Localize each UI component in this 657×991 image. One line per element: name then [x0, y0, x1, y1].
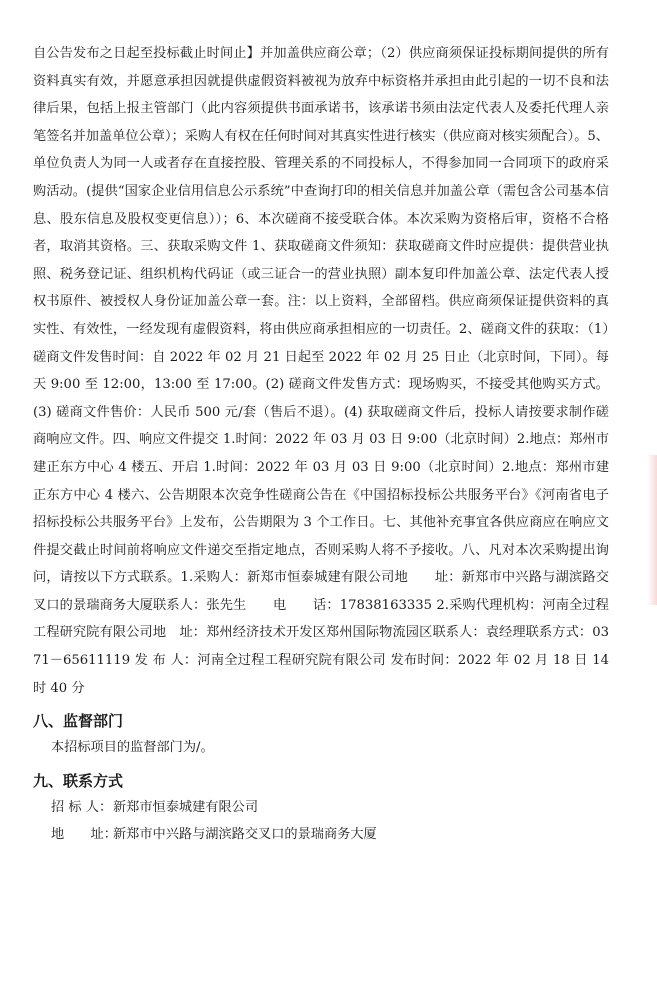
contact-label: 招 标 人： — [51, 799, 113, 815]
contact-value: 新郑市中兴路与湖滨路交叉口的景瑞商务大厦 — [113, 827, 377, 843]
section-8-heading: 八、监督部门 — [33, 712, 124, 731]
seal-edge-decoration — [647, 455, 657, 605]
contact-row-tenderer — [33, 794, 609, 822]
contact-value: 新郑市恒泰城建有限公司 — [113, 799, 259, 815]
contact-label: 地 址： — [51, 827, 117, 843]
body-paragraph: 自公告发布之日起至投标截止时间止】并加盖供应商公章；（2）供应商须保证投标期间提供的所有资料真实有效，并愿意承担因就提供虚假资料被视为放弃中标资格并承担由此引起的一切不良和法律后果，包括上报主管部门（此内容须提供书面承诺书，该承诺书须由法定代表人及委托代理人亲笔签名并加盖单位公章）；采购人有权在任何时间对其真实性进行核实（供应商对核实须配合）。5、单位负责人为同一人或者存在直接控股、管理关系的不同投标人，不得参加同一合同项下的政府采购活动。(提供“国家企业信用信息公示系统”中查询打印的相关信息并加盖公章（需包含公司基本信息、股东信息及股权变更信息））；6、本次磋商不接受联合体。本次采购为资格后审，资格不合格者，取消其资格。三、获取采购文件 1、获取磋商文件须知：获取磋商文件时应提供：提供营业执照、税务登记证、组织机构代码证（或三证合一的营业执照）副本复印件加盖公章、法定代表人授权书原件、被授权人身份证加盖公章一套。注：以上资料，全部留档。供应商须保证提供资料的真实性、有效性，一经发现有虚假资料，将由供应商承担相应的一切责任。2、磋商文件的获取：（1）磋商文件发售时间：自 2022 年 02 月 21 日起至 2022 年 02 月 25 日止（北京时间，下同）。每天 9:00 至 12:00，13:00 至 17:00。(2) 磋商文件发售方式：现场购买，不接受其他购买方式。(3) 磋商文件售价：人民币 500 元/套（售后不退）。(4) 获取磋商文件后，投标人请按要求制作磋商响应文件。四、响应文件提交 1.时间：2022 年 03 月 03 日 9:00（北京时间）2.地点：郑州市建正东方中心 4 楼五、开启 1.时间：2022 年 03 月 03 日 9:00（北京时间）2.地点：郑州市建正东方中心 4 楼六、公告期限本次竞争性磋商公告在《中国招标投标公共服务平台》《河南省电子招标投标公共服务平台》上发布，公告期限为 3 个工作日。七、其他补充事宜各供应商应在响应文件提交截止时间前将响应文件递交至指定地点，否则采购人将不予接收。八、凡对本次采购提出询问，请按以下方式联系。1.采购人：新郑市恒泰城建有限公司地 址：新郑市中兴路与湖滨路交叉口的景瑞商务大厦联系人：张先生 电 话：17838163335 2.采购代理机构：河南全过程工程研究院有限公司地 址：郑州经济技术开发区郑州国际物流园区联系人：袁经理联系方式：0371－65611119 发 布 人：河南全过程工程研究院有限公司 发布时间：2022 年 02 月 18 日 14 时 40 分 — [33, 46, 609, 696]
section-9-heading: 九、联系方式 — [33, 771, 124, 790]
section-8-text: 本招标项目的监督部门为/。 — [51, 740, 214, 756]
contact-row-address — [33, 821, 609, 849]
